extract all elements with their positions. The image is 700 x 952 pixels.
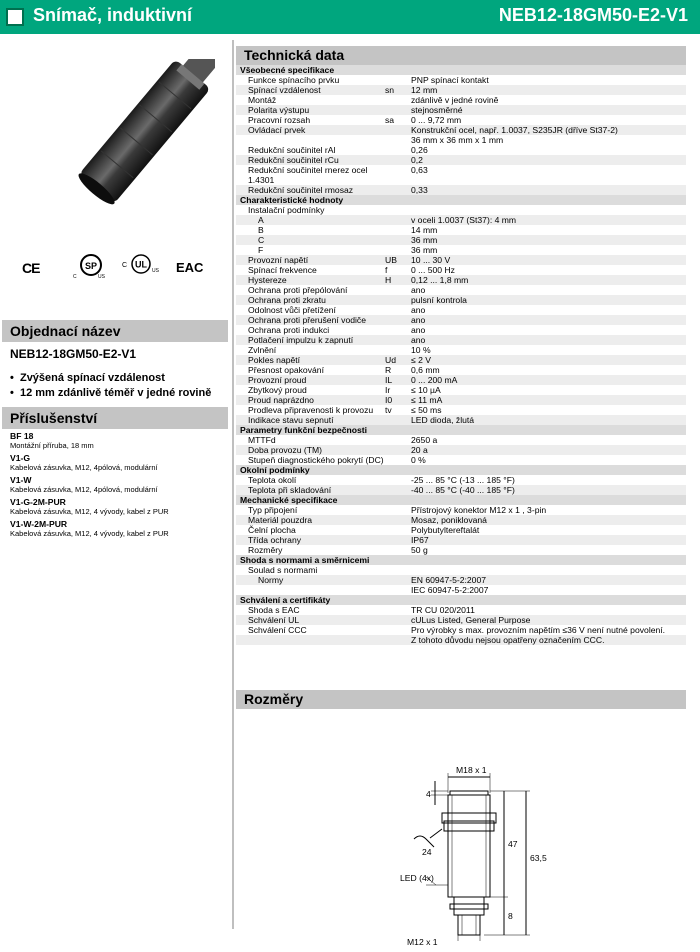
spec-symbol bbox=[385, 145, 411, 155]
spec-row bbox=[236, 585, 686, 595]
spec-label: Spínací vzdálenost bbox=[236, 85, 385, 95]
spec-row bbox=[236, 275, 686, 285]
page-title: Snímač, induktivní bbox=[33, 5, 193, 25]
spec-label: Schválení UL bbox=[236, 615, 385, 625]
spec-label bbox=[236, 135, 385, 145]
dim-8: 8 bbox=[508, 911, 513, 921]
model-title: NEB12-18GM50-E2-V1 bbox=[498, 5, 688, 25]
group-title: Charakteristické hodnoty bbox=[236, 195, 686, 205]
spec-symbol bbox=[385, 335, 411, 345]
feature-item: • Zvýšená spínací vzdálenost bbox=[10, 372, 165, 384]
dim-thread-top: M18 x 1 bbox=[456, 765, 487, 775]
spec-row bbox=[236, 545, 686, 555]
spec-row bbox=[236, 295, 686, 305]
spec-value: EN 60947-5-2:2007 bbox=[411, 575, 686, 585]
spec-value: 12 mm bbox=[411, 85, 686, 95]
dim-led: LED (4x) bbox=[400, 873, 434, 883]
spec-row bbox=[236, 485, 686, 495]
spec-label: Zvlnění bbox=[248, 345, 277, 355]
spec-row bbox=[236, 205, 686, 215]
spec-row bbox=[236, 85, 686, 95]
spec-value: 14 mm bbox=[411, 225, 438, 235]
spec-symbol bbox=[385, 605, 411, 615]
dim-63-5: 63,5 bbox=[530, 853, 547, 863]
tech-table bbox=[236, 65, 686, 645]
spec-row bbox=[236, 225, 686, 235]
dim-24: 24 bbox=[422, 847, 432, 857]
spec-row bbox=[236, 415, 686, 425]
spec-label: Ochrana proti přepólování bbox=[248, 285, 348, 295]
spec-symbol: Ir bbox=[385, 385, 391, 395]
spec-symbol bbox=[385, 575, 411, 585]
spec-value: stejnosměrné bbox=[411, 105, 686, 115]
spec-label: Schválení CCC bbox=[248, 625, 307, 635]
accessory-item: V1-G Kabelová zásuvka, M12, 4pólová, modulární bbox=[10, 453, 158, 472]
spec-value: 0 ... 9,72 mm bbox=[411, 115, 462, 125]
spec-label: MTTFd bbox=[248, 435, 276, 445]
group-title: Parametry funkční bezpečnosti bbox=[236, 425, 686, 435]
spec-row bbox=[236, 535, 686, 545]
spec-group-header bbox=[236, 65, 686, 75]
spec-symbol bbox=[385, 305, 411, 315]
spec-value: 0,63 bbox=[411, 165, 428, 175]
spec-group-header bbox=[236, 555, 686, 565]
order-name: NEB12-18GM50-E2-V1 bbox=[10, 347, 137, 361]
spec-value: TR CU 020/2011 bbox=[411, 605, 475, 615]
csa-us-label: US bbox=[98, 274, 105, 280]
spec-value: IEC 60947-5-2:2007 bbox=[411, 585, 489, 595]
order-heading: Objednací název bbox=[2, 320, 228, 342]
spec-row bbox=[236, 445, 686, 455]
spec-symbol bbox=[385, 515, 411, 525]
spec-symbol: tv bbox=[385, 405, 392, 415]
spec-row bbox=[236, 335, 686, 345]
spec-value: LED dioda, žlutá bbox=[411, 415, 686, 425]
group-title: Všeobecné specifikace bbox=[236, 65, 686, 75]
spec-label: A bbox=[236, 215, 385, 225]
spec-row bbox=[236, 245, 686, 255]
spec-label: Redukční součinitel rnerez ocel 1.4301 bbox=[248, 165, 368, 185]
spec-value bbox=[411, 565, 686, 575]
spec-label: Redukční součinitel rmosaz bbox=[236, 185, 385, 195]
spec-symbol bbox=[385, 215, 411, 225]
spec-row bbox=[236, 505, 686, 515]
spec-value: Polybutyltereftalát bbox=[411, 525, 480, 535]
spec-value: 36 mm x 36 mm x 1 mm bbox=[411, 135, 504, 145]
spec-label: B bbox=[258, 225, 264, 235]
spec-label: Redukční součinitel rCu bbox=[236, 155, 385, 165]
spec-symbol bbox=[385, 225, 411, 235]
spec-value: 50 g bbox=[411, 545, 428, 555]
spec-symbol bbox=[385, 125, 411, 135]
spec-row bbox=[236, 455, 686, 465]
spec-value: pulsní kontrola bbox=[411, 295, 686, 305]
spec-value: ≤ 11 mA bbox=[411, 395, 686, 405]
spec-label: Hystereze bbox=[236, 275, 385, 285]
spec-label: Instalační podmínky bbox=[248, 205, 325, 215]
ul-c-label: C bbox=[122, 262, 128, 269]
spec-symbol bbox=[385, 485, 411, 495]
spec-label: Typ připojení bbox=[248, 505, 298, 515]
spec-label: Provozní napětí bbox=[236, 255, 385, 265]
spec-row bbox=[236, 125, 686, 135]
spec-row bbox=[236, 185, 686, 195]
spec-value: 10 ... 30 V bbox=[411, 255, 686, 265]
spec-value: 0 ... 200 mA bbox=[411, 375, 686, 385]
spec-row bbox=[236, 615, 686, 625]
spec-label: Spínací frekvence bbox=[248, 265, 317, 275]
spec-label: Provozní proud bbox=[236, 375, 385, 385]
left-column bbox=[0, 34, 228, 929]
accessory-item: V1-W Kabelová zásuvka, M12, 4pólová, modulární bbox=[10, 475, 158, 494]
spec-label: Funkce spínacího prvku bbox=[248, 75, 340, 85]
spec-value: -40 ... 85 °C (-40 ... 185 °F) bbox=[411, 485, 686, 495]
spec-label: Polarita výstupu bbox=[236, 105, 385, 115]
spec-symbol bbox=[385, 535, 411, 545]
spec-symbol bbox=[385, 285, 411, 295]
spec-value: ano bbox=[411, 305, 426, 315]
spec-row bbox=[236, 565, 686, 575]
spec-label: F bbox=[258, 245, 264, 255]
spec-row bbox=[236, 325, 686, 335]
spec-symbol bbox=[385, 245, 411, 255]
spec-row bbox=[236, 385, 686, 395]
spec-symbol bbox=[385, 585, 411, 595]
spec-row bbox=[236, 135, 686, 145]
spec-value: ano bbox=[411, 315, 686, 325]
svg-text:SP: SP bbox=[84, 261, 98, 271]
spec-symbol bbox=[385, 75, 411, 85]
spec-label: Proud naprázdno bbox=[236, 395, 385, 405]
header-bar bbox=[0, 0, 700, 34]
spec-label: Indikace stavu sepnutí bbox=[236, 415, 385, 425]
spec-row bbox=[236, 355, 686, 365]
spec-symbol bbox=[385, 325, 411, 335]
spec-symbol bbox=[385, 455, 411, 465]
spec-value: -25 ... 85 °C (-13 ... 185 °F) bbox=[411, 475, 515, 485]
spec-value: PNP spínací kontakt bbox=[411, 75, 489, 85]
spec-symbol: Ud bbox=[385, 355, 411, 365]
spec-group-header bbox=[236, 195, 686, 205]
spec-label: Odolnost vůči přetížení bbox=[248, 305, 336, 315]
spec-label: Shoda s EAC bbox=[248, 605, 300, 615]
dimensions-section bbox=[236, 690, 686, 952]
spec-value: 0,33 bbox=[411, 185, 686, 195]
spec-symbol: R bbox=[385, 365, 392, 375]
spec-label bbox=[236, 585, 385, 595]
spec-value: cULus Listed, General Purpose bbox=[411, 615, 686, 625]
spec-row bbox=[236, 435, 686, 445]
spec-value: ano bbox=[411, 335, 686, 345]
spec-value: 0,26 bbox=[411, 145, 428, 155]
spec-label: Soulad s normami bbox=[248, 565, 318, 575]
spec-value: IP67 bbox=[411, 535, 686, 545]
csa-c-label: C bbox=[73, 274, 77, 280]
spec-row bbox=[236, 165, 686, 185]
spec-row bbox=[236, 605, 686, 615]
spec-label: Prodleva připravenosti k provozu bbox=[248, 405, 374, 415]
spec-symbol bbox=[385, 105, 411, 115]
ce-mark: CE bbox=[22, 260, 40, 276]
spec-group-header bbox=[236, 465, 686, 475]
spec-label: Materiál pouzdra bbox=[236, 515, 385, 525]
spec-value: ≤ 50 ms bbox=[411, 405, 442, 415]
spec-value: 36 mm bbox=[411, 245, 438, 255]
product-image bbox=[45, 59, 215, 239]
logo-icon bbox=[6, 8, 24, 26]
spec-symbol bbox=[385, 185, 411, 195]
ul-logo-icon bbox=[130, 253, 152, 275]
column-divider bbox=[232, 40, 234, 929]
spec-row bbox=[236, 345, 686, 355]
spec-symbol: sa bbox=[385, 115, 395, 125]
spec-row bbox=[236, 635, 686, 645]
spec-value: ano bbox=[411, 285, 426, 295]
spec-row bbox=[236, 265, 686, 275]
spec-symbol: I0 bbox=[385, 395, 411, 405]
accessories-list bbox=[10, 431, 169, 539]
spec-label: Doba provozu (TM) bbox=[236, 445, 385, 455]
spec-value: Mosaz, poniklovaná bbox=[411, 515, 686, 525]
spec-label: Ochrana proti indukci bbox=[248, 325, 330, 335]
spec-symbol bbox=[385, 205, 411, 215]
spec-symbol bbox=[385, 165, 411, 185]
spec-symbol bbox=[385, 315, 411, 325]
accessory-item: V1-G-2M-PUR Kabelová zásuvka, M12, 4 vývody, kabel z PUR bbox=[10, 497, 169, 516]
dim-4: 4 bbox=[426, 789, 431, 799]
spec-symbol bbox=[385, 445, 411, 455]
spec-value: Přístrojový konektor M12 x 1 , 3-pin bbox=[411, 505, 547, 515]
spec-symbol: f bbox=[385, 265, 388, 275]
spec-row bbox=[236, 365, 686, 375]
spec-symbol bbox=[385, 635, 411, 645]
spec-value: zdánlivě v jedné rovině bbox=[411, 95, 499, 105]
spec-row bbox=[236, 105, 686, 115]
spec-symbol bbox=[385, 345, 411, 355]
spec-row bbox=[236, 255, 686, 265]
spec-symbol bbox=[385, 135, 411, 145]
spec-label bbox=[236, 635, 385, 645]
accessory-item: V1-W-2M-PUR Kabelová zásuvka, M12, 4 vývody, kabel z PUR bbox=[10, 519, 169, 538]
spec-row bbox=[236, 155, 686, 165]
spec-row bbox=[236, 235, 686, 245]
spec-row bbox=[236, 625, 686, 635]
spec-label: Stupeň diagnostického pokrytí (DC) bbox=[248, 455, 384, 465]
spec-symbol bbox=[385, 545, 411, 555]
ul-us-label: US bbox=[152, 268, 159, 274]
spec-symbol bbox=[385, 415, 411, 425]
spec-value: ≤ 2 V bbox=[411, 355, 686, 365]
spec-symbol bbox=[385, 615, 411, 625]
spec-value: Pro výrobky s max. provozním napětím ≤36 V není nutné povolení. bbox=[411, 625, 666, 635]
spec-row bbox=[236, 305, 686, 315]
feature-list bbox=[10, 371, 211, 401]
spec-symbol: H bbox=[385, 275, 411, 285]
spec-symbol bbox=[385, 525, 411, 535]
spec-value: 0 ... 500 Hz bbox=[411, 265, 455, 275]
spec-value: 20 a bbox=[411, 445, 686, 455]
spec-label: Ovládací prvek bbox=[236, 125, 385, 135]
spec-symbol bbox=[385, 435, 411, 445]
spec-row bbox=[236, 475, 686, 485]
spec-value: 0,12 ... 1,8 mm bbox=[411, 275, 686, 285]
spec-symbol bbox=[385, 295, 411, 305]
spec-symbol bbox=[385, 155, 411, 165]
spec-row bbox=[236, 285, 686, 295]
spec-value: 10 % bbox=[411, 345, 431, 355]
spec-group-header bbox=[236, 425, 686, 435]
spec-value: ≤ 10 µA bbox=[411, 385, 441, 395]
spec-value: 0,2 bbox=[411, 155, 686, 165]
spec-row bbox=[236, 525, 686, 535]
spec-label: Pracovní rozsah bbox=[248, 115, 311, 125]
feature-item: • 12 mm zdánlivě téměř v jedné rovině bbox=[10, 387, 212, 399]
spec-symbol bbox=[385, 235, 411, 245]
accessories-heading: Příslušenství bbox=[2, 407, 228, 429]
spec-symbol bbox=[385, 505, 411, 515]
spec-label: Ochrana proti přerušení vodiče bbox=[236, 315, 385, 325]
spec-label: Teplota při skladování bbox=[236, 485, 385, 495]
spec-value: 0 % bbox=[411, 455, 426, 465]
spec-symbol bbox=[385, 95, 411, 105]
spec-value: 0,6 mm bbox=[411, 365, 440, 375]
spec-symbol: UB bbox=[385, 255, 411, 265]
spec-label: Redukční součinitel rAl bbox=[248, 145, 336, 155]
spec-row bbox=[236, 115, 686, 125]
spec-symbol bbox=[385, 565, 411, 575]
group-title: Okolní podmínky bbox=[236, 465, 686, 475]
spec-label: Čelní plocha bbox=[248, 525, 296, 535]
spec-label: Zbytkový proud bbox=[248, 385, 307, 395]
spec-symbol bbox=[385, 475, 411, 485]
spec-group-header bbox=[236, 495, 686, 505]
svg-text:UL: UL bbox=[135, 259, 147, 270]
spec-value bbox=[411, 205, 686, 215]
tech-data-section bbox=[236, 46, 686, 645]
spec-value: Z tohoto důvodu nejsou opatřeny označením CCC. bbox=[411, 635, 686, 645]
spec-symbol bbox=[385, 625, 411, 635]
spec-row bbox=[236, 395, 686, 405]
spec-value: 36 mm bbox=[411, 235, 686, 245]
spec-label: Ochrana proti zkratu bbox=[236, 295, 385, 305]
spec-label: Třída ochrany bbox=[236, 535, 385, 545]
spec-value: Konstrukční ocel, např. 1.0037, S235JR (dříve St37-2) bbox=[411, 125, 686, 135]
spec-row bbox=[236, 215, 686, 225]
spec-symbol: IL bbox=[385, 375, 411, 385]
group-title: Schválení a certifikáty bbox=[236, 595, 686, 605]
accessory-item: BF 18 Montážní příruba, 18 mm bbox=[10, 431, 94, 450]
eac-mark: EAC bbox=[176, 260, 204, 275]
spec-value: v oceli 1.0037 (St37): 4 mm bbox=[411, 215, 686, 225]
spec-label: Normy bbox=[236, 575, 385, 585]
dim-thread-bottom: M12 x 1 bbox=[407, 937, 438, 947]
spec-symbol: sn bbox=[385, 85, 411, 95]
dimension-drawing bbox=[236, 717, 686, 947]
spec-value: ano bbox=[411, 325, 426, 335]
spec-label: Potlačení impulzu k zapnutí bbox=[236, 335, 385, 345]
spec-row bbox=[236, 75, 686, 85]
spec-label: Teplota okolí bbox=[248, 475, 297, 485]
spec-row bbox=[236, 375, 686, 385]
spec-row bbox=[236, 575, 686, 585]
spec-row bbox=[236, 145, 686, 155]
spec-label: Přesnost opakování bbox=[248, 365, 324, 375]
spec-row bbox=[236, 315, 686, 325]
tech-heading: Technická data bbox=[236, 46, 686, 65]
spec-label: C bbox=[236, 235, 385, 245]
spec-label: Montáž bbox=[248, 95, 277, 105]
spec-row bbox=[236, 515, 686, 525]
spec-label: Pokles napětí bbox=[236, 355, 385, 365]
dimensions-heading: Rozměry bbox=[236, 690, 686, 709]
group-title: Shoda s normami a směrnicemi bbox=[236, 555, 686, 565]
spec-row bbox=[236, 405, 686, 415]
dim-47: 47 bbox=[508, 839, 518, 849]
spec-label: Rozměry bbox=[248, 545, 283, 555]
group-title: Mechanické specifikace bbox=[236, 495, 686, 505]
spec-value: 2650 a bbox=[411, 435, 438, 445]
spec-group-header bbox=[236, 595, 686, 605]
spec-row bbox=[236, 95, 686, 105]
